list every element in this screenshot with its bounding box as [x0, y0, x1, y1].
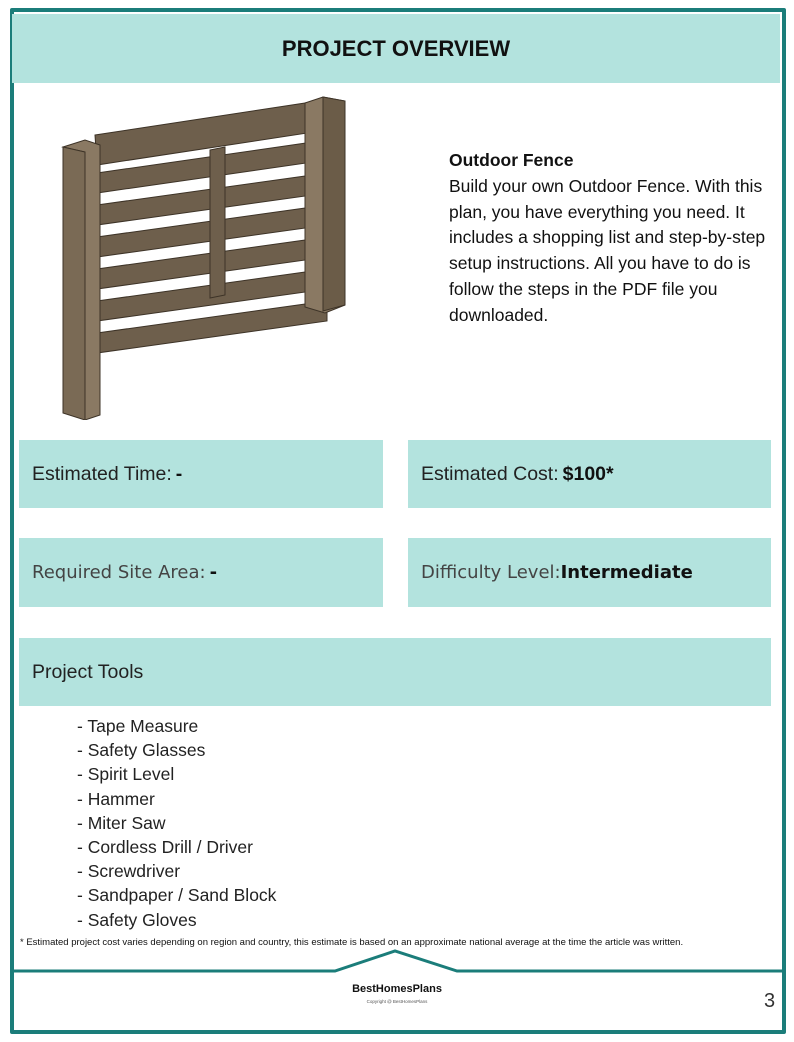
- site-area-box: [19, 538, 383, 607]
- estimated-cost-box: [408, 440, 771, 508]
- list-item: - Safety Glasses: [77, 740, 206, 761]
- cost-footnote: * Estimated project cost varies depending on region and country, this estimate is based on an approximate national average at the time the article was written.: [20, 937, 684, 948]
- project-name: Outdoor Fence: [449, 150, 574, 170]
- list-item: - Tape Measure: [77, 716, 199, 736]
- difficulty-value: Intermediate: [560, 562, 693, 583]
- project-description-text: Build your own Outdoor Fence. With this plan, you have everything you need. It includes a shopping list and step-by-step setup instructions. All you have to do is follow the steps in the PDF file you downloaded.: [449, 175, 766, 325]
- list-item: - Sandpaper / Sand Block: [77, 885, 277, 906]
- page-title: PROJECT OVERVIEW: [12, 14, 780, 83]
- list-item: - Screwdriver: [77, 861, 181, 882]
- list-item: - Cordless Drill / Driver: [77, 837, 253, 858]
- site-area-value: -: [209, 562, 218, 583]
- project-description: [449, 148, 769, 329]
- estimated-time-box: [19, 440, 383, 508]
- site-area-label: Required Site Area:: [32, 562, 206, 583]
- list-item: - Spirit Level: [77, 764, 175, 785]
- footer-copyright: Copyright @ BestHomesPlans: [366, 999, 428, 1004]
- difficulty-box: [408, 538, 771, 607]
- estimated-time-label: Estimated Time:: [32, 462, 172, 485]
- estimated-time-value: -: [175, 462, 183, 485]
- estimated-cost-label: Estimated Cost:: [421, 462, 559, 485]
- fence-illustration: [55, 95, 355, 420]
- tools-list: [77, 714, 276, 932]
- difficulty-label: Difficulty Level:: [421, 562, 561, 583]
- list-item: - Miter Saw: [77, 812, 166, 833]
- list-item: - Safety Gloves: [77, 909, 197, 930]
- page-number: 3: [764, 990, 776, 1012]
- list-item: - Hammer: [77, 788, 155, 809]
- footer-brand: BestHomesPlans: [352, 983, 442, 995]
- footer-divider: [0, 940, 794, 980]
- project-tools-header: [19, 638, 771, 706]
- project-tools-title: Project Tools: [32, 660, 144, 683]
- estimated-cost-value: $100*: [562, 462, 614, 485]
